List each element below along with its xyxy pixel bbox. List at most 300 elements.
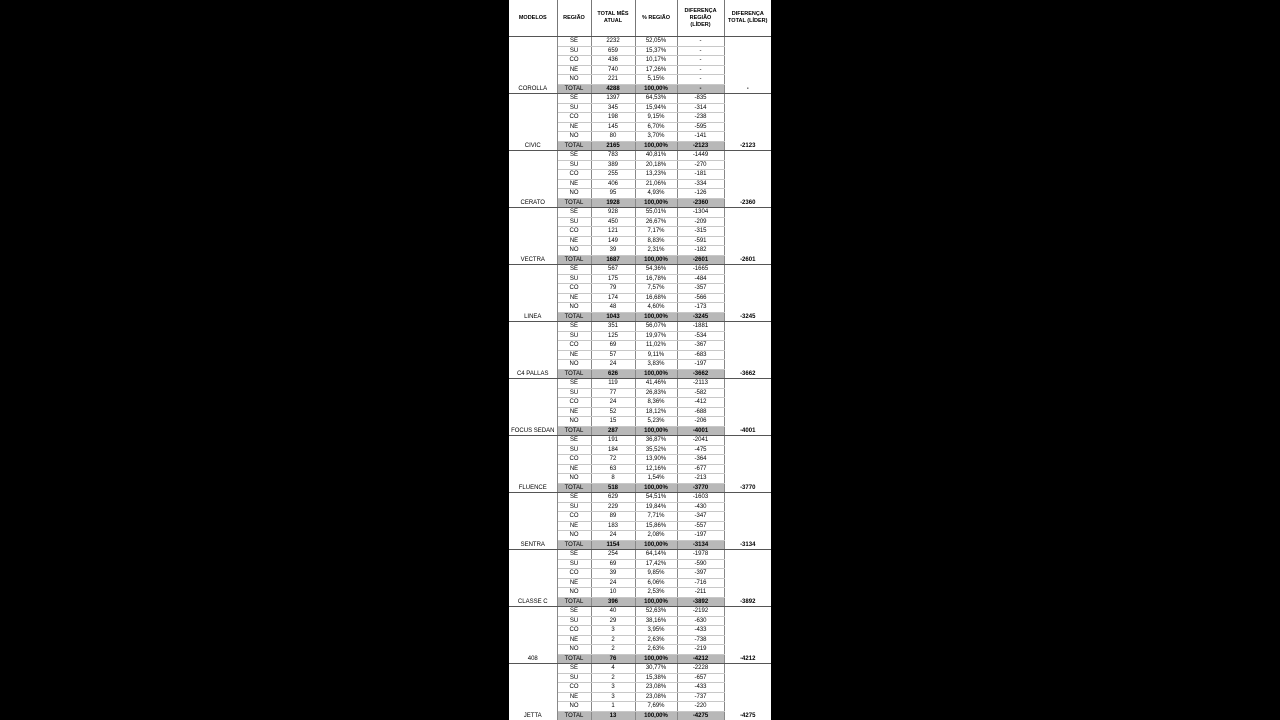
region-cell: CO <box>557 56 591 66</box>
region-cell: CO <box>557 398 591 408</box>
region-cell: NO <box>557 189 591 199</box>
total-month-cell: 3 <box>591 692 635 702</box>
region-cell: TOTAL <box>557 654 591 664</box>
total-month-cell: 3 <box>591 683 635 693</box>
region-cell: TOTAL <box>557 84 591 94</box>
diff-region-cell: -630 <box>677 616 724 626</box>
region-cell: NE <box>557 407 591 417</box>
diff-region-cell: -2228 <box>677 664 724 674</box>
total-month-cell: 39 <box>591 246 635 256</box>
percent-region-cell: 19,84% <box>635 502 677 512</box>
region-cell: SU <box>557 388 591 398</box>
total-month-cell: 783 <box>591 151 635 161</box>
table-body <box>509 37 771 720</box>
diff-region-cell: -412 <box>677 398 724 408</box>
percent-region-cell: 2,08% <box>635 531 677 541</box>
percent-region-cell: 36,87% <box>635 436 677 446</box>
model-name: JETTA <box>509 664 557 720</box>
diff-region-cell: -835 <box>677 94 724 104</box>
percent-region-cell: 38,16% <box>635 616 677 626</box>
diff-region-cell: - <box>677 37 724 47</box>
model-name: COROLLA <box>509 37 557 94</box>
total-month-cell: 24 <box>591 531 635 541</box>
total-month-cell: 4288 <box>591 84 635 94</box>
total-month-cell: 79 <box>591 284 635 294</box>
table-row <box>509 493 771 503</box>
diff-region-cell: -220 <box>677 702 724 712</box>
percent-region-cell: 64,14% <box>635 550 677 560</box>
percent-region-cell: 1,54% <box>635 474 677 484</box>
region-cell: NO <box>557 531 591 541</box>
region-cell: CO <box>557 341 591 351</box>
region-cell: NE <box>557 293 591 303</box>
region-cell: SE <box>557 607 591 617</box>
diff-total-cell: -4275 <box>724 664 771 720</box>
region-cell: NO <box>557 417 591 427</box>
percent-region-cell: 5,23% <box>635 417 677 427</box>
header-modelos: MODELOS <box>509 0 557 37</box>
model-name: FOCUS SEDAN <box>509 379 557 436</box>
region-cell: SE <box>557 208 591 218</box>
diff-total-cell: -2360 <box>724 151 771 208</box>
region-cell: SU <box>557 331 591 341</box>
diff-region-cell: -4212 <box>677 654 724 664</box>
total-month-cell: 29 <box>591 616 635 626</box>
region-cell: NO <box>557 75 591 85</box>
region-cell: SE <box>557 436 591 446</box>
percent-region-cell: 6,70% <box>635 122 677 132</box>
region-cell: NO <box>557 702 591 712</box>
percent-region-cell: 8,36% <box>635 398 677 408</box>
percent-region-cell: 56,07% <box>635 322 677 332</box>
diff-region-cell: -1978 <box>677 550 724 560</box>
total-month-cell: 89 <box>591 512 635 522</box>
sales-table <box>509 0 771 720</box>
total-month-cell: 3 <box>591 626 635 636</box>
region-cell: NO <box>557 588 591 598</box>
region-cell: NE <box>557 521 591 531</box>
percent-region-cell: 19,97% <box>635 331 677 341</box>
region-cell: TOTAL <box>557 426 591 436</box>
percent-region-cell: 5,15% <box>635 75 677 85</box>
percent-region-cell: 17,26% <box>635 65 677 75</box>
model-name: FLUENCE <box>509 436 557 493</box>
diff-region-cell: -2601 <box>677 255 724 265</box>
diff-region-cell: -197 <box>677 531 724 541</box>
diff-total-cell: -3662 <box>724 322 771 379</box>
region-cell: SE <box>557 151 591 161</box>
region-cell: TOTAL <box>557 369 591 379</box>
total-month-cell: 255 <box>591 170 635 180</box>
diff-region-cell: -219 <box>677 645 724 655</box>
percent-region-cell: 3,83% <box>635 360 677 370</box>
percent-region-cell: 17,42% <box>635 559 677 569</box>
percent-region-cell: 15,38% <box>635 673 677 683</box>
percent-region-cell: 23,08% <box>635 683 677 693</box>
diff-region-cell: -534 <box>677 331 724 341</box>
diff-region-cell: -2123 <box>677 141 724 151</box>
table-row <box>509 607 771 617</box>
diff-region-cell: -367 <box>677 341 724 351</box>
total-month-cell: 2232 <box>591 37 635 47</box>
percent-region-cell: 18,12% <box>635 407 677 417</box>
model-name: VECTRA <box>509 208 557 265</box>
diff-region-cell: -270 <box>677 160 724 170</box>
table-row <box>509 37 771 47</box>
region-cell: NO <box>557 246 591 256</box>
total-month-cell: 436 <box>591 56 635 66</box>
model-name: SENTRA <box>509 493 557 550</box>
percent-region-cell: 54,36% <box>635 265 677 275</box>
percent-region-cell: 16,68% <box>635 293 677 303</box>
percent-region-cell: 20,18% <box>635 160 677 170</box>
table-row <box>509 151 771 161</box>
diff-region-cell: -677 <box>677 464 724 474</box>
header-regiao: REGIÃO <box>557 0 591 37</box>
diff-region-cell: -4275 <box>677 711 724 720</box>
percent-region-cell: 7,17% <box>635 227 677 237</box>
table-row <box>509 550 771 560</box>
total-month-cell: 1154 <box>591 540 635 550</box>
region-cell: NE <box>557 464 591 474</box>
diff-region-cell: -3662 <box>677 369 724 379</box>
region-cell: NE <box>557 179 591 189</box>
percent-region-cell: 100,00% <box>635 312 677 322</box>
region-cell: NO <box>557 474 591 484</box>
model-name: CERATO <box>509 151 557 208</box>
total-month-cell: 77 <box>591 388 635 398</box>
percent-region-cell: 3,70% <box>635 132 677 142</box>
total-month-cell: 406 <box>591 179 635 189</box>
region-cell: NO <box>557 132 591 142</box>
total-month-cell: 518 <box>591 483 635 493</box>
total-month-cell: 2165 <box>591 141 635 151</box>
total-month-cell: 4 <box>591 664 635 674</box>
table-row <box>509 322 771 332</box>
percent-region-cell: 13,90% <box>635 455 677 465</box>
model-name: CIVIC <box>509 94 557 151</box>
percent-region-cell: 100,00% <box>635 426 677 436</box>
diff-region-cell: -181 <box>677 170 724 180</box>
region-cell: CO <box>557 512 591 522</box>
region-cell: CO <box>557 170 591 180</box>
region-cell: NE <box>557 65 591 75</box>
diff-region-cell: -126 <box>677 189 724 199</box>
percent-region-cell: 15,86% <box>635 521 677 531</box>
diff-region-cell: -1304 <box>677 208 724 218</box>
total-month-cell: 8 <box>591 474 635 484</box>
total-month-cell: 351 <box>591 322 635 332</box>
percent-region-cell: 100,00% <box>635 540 677 550</box>
total-month-cell: 928 <box>591 208 635 218</box>
percent-region-cell: 52,05% <box>635 37 677 47</box>
percent-region-cell: 2,31% <box>635 246 677 256</box>
region-cell: CO <box>557 455 591 465</box>
region-cell: TOTAL <box>557 597 591 607</box>
total-month-cell: 119 <box>591 379 635 389</box>
region-cell: SU <box>557 616 591 626</box>
model-name: LINEA <box>509 265 557 322</box>
diff-region-cell: -716 <box>677 578 724 588</box>
total-month-cell: 95 <box>591 189 635 199</box>
region-cell: TOTAL <box>557 198 591 208</box>
percent-region-cell: 12,16% <box>635 464 677 474</box>
total-month-cell: 149 <box>591 236 635 246</box>
region-cell: NE <box>557 578 591 588</box>
region-cell: SE <box>557 265 591 275</box>
diff-total-cell: -4001 <box>724 379 771 436</box>
total-month-cell: 24 <box>591 360 635 370</box>
percent-region-cell: 10,17% <box>635 56 677 66</box>
diff-region-cell: -4001 <box>677 426 724 436</box>
total-month-cell: 184 <box>591 445 635 455</box>
percent-region-cell: 9,15% <box>635 113 677 123</box>
percent-region-cell: 100,00% <box>635 141 677 151</box>
total-month-cell: 287 <box>591 426 635 436</box>
header-diferenca-total: DIFERENÇA TOTAL (LÍDER) <box>724 0 771 37</box>
total-month-cell: 450 <box>591 217 635 227</box>
diff-region-cell: -1881 <box>677 322 724 332</box>
diff-region-cell: -475 <box>677 445 724 455</box>
region-cell: SE <box>557 550 591 560</box>
spreadsheet-page <box>509 0 771 720</box>
diff-region-cell: -209 <box>677 217 724 227</box>
region-cell: CO <box>557 284 591 294</box>
total-month-cell: 1 <box>591 702 635 712</box>
region-cell: TOTAL <box>557 483 591 493</box>
percent-region-cell: 100,00% <box>635 369 677 379</box>
total-month-cell: 24 <box>591 398 635 408</box>
diff-region-cell: - <box>677 75 724 85</box>
total-month-cell: 39 <box>591 569 635 579</box>
percent-region-cell: 2,63% <box>635 645 677 655</box>
percent-region-cell: 30,77% <box>635 664 677 674</box>
total-month-cell: 10 <box>591 588 635 598</box>
total-month-cell: 1397 <box>591 94 635 104</box>
percent-region-cell: 2,53% <box>635 588 677 598</box>
diff-region-cell: -737 <box>677 692 724 702</box>
diff-region-cell: -3770 <box>677 483 724 493</box>
diff-region-cell: -173 <box>677 303 724 313</box>
percent-region-cell: 52,63% <box>635 607 677 617</box>
region-cell: TOTAL <box>557 255 591 265</box>
region-cell: SU <box>557 217 591 227</box>
total-month-cell: 57 <box>591 350 635 360</box>
diff-region-cell: -688 <box>677 407 724 417</box>
total-month-cell: 175 <box>591 274 635 284</box>
total-month-cell: 740 <box>591 65 635 75</box>
region-cell: TOTAL <box>557 711 591 720</box>
total-month-cell: 48 <box>591 303 635 313</box>
percent-region-cell: 100,00% <box>635 198 677 208</box>
region-cell: SU <box>557 502 591 512</box>
region-cell: SE <box>557 493 591 503</box>
total-month-cell: 72 <box>591 455 635 465</box>
diff-region-cell: -182 <box>677 246 724 256</box>
diff-total-cell: -2601 <box>724 208 771 265</box>
diff-region-cell: -2113 <box>677 379 724 389</box>
table-row <box>509 436 771 446</box>
region-cell: CO <box>557 569 591 579</box>
percent-region-cell: 15,37% <box>635 46 677 56</box>
region-cell: SE <box>557 94 591 104</box>
percent-region-cell: 40,81% <box>635 151 677 161</box>
diff-total-cell: -2123 <box>724 94 771 151</box>
region-cell: CO <box>557 113 591 123</box>
region-cell: TOTAL <box>557 141 591 151</box>
diff-total-cell: - <box>724 37 771 94</box>
total-month-cell: 221 <box>591 75 635 85</box>
total-month-cell: 2 <box>591 645 635 655</box>
percent-region-cell: 26,67% <box>635 217 677 227</box>
diff-region-cell: -566 <box>677 293 724 303</box>
diff-region-cell: -238 <box>677 113 724 123</box>
total-month-cell: 198 <box>591 113 635 123</box>
diff-region-cell: -3134 <box>677 540 724 550</box>
percent-region-cell: 9,11% <box>635 350 677 360</box>
region-cell: TOTAL <box>557 540 591 550</box>
percent-region-cell: 100,00% <box>635 711 677 720</box>
total-month-cell: 389 <box>591 160 635 170</box>
diff-region-cell: -433 <box>677 683 724 693</box>
region-cell: CO <box>557 227 591 237</box>
region-cell: SU <box>557 274 591 284</box>
diff-region-cell: - <box>677 65 724 75</box>
total-month-cell: 626 <box>591 369 635 379</box>
diff-region-cell: -591 <box>677 236 724 246</box>
diff-region-cell: - <box>677 84 724 94</box>
diff-region-cell: -582 <box>677 388 724 398</box>
diff-region-cell: -1449 <box>677 151 724 161</box>
total-month-cell: 125 <box>591 331 635 341</box>
percent-region-cell: 35,52% <box>635 445 677 455</box>
diff-total-cell: -3892 <box>724 550 771 607</box>
percent-region-cell: 7,71% <box>635 512 677 522</box>
total-month-cell: 145 <box>591 122 635 132</box>
region-cell: SE <box>557 322 591 332</box>
region-cell: SE <box>557 664 591 674</box>
table-row <box>509 265 771 275</box>
region-cell: SE <box>557 37 591 47</box>
total-month-cell: 13 <box>591 711 635 720</box>
percent-region-cell: 100,00% <box>635 255 677 265</box>
diff-region-cell: -334 <box>677 179 724 189</box>
total-month-cell: 183 <box>591 521 635 531</box>
region-cell: SU <box>557 445 591 455</box>
region-cell: SU <box>557 673 591 683</box>
total-month-cell: 659 <box>591 46 635 56</box>
diff-region-cell: -2360 <box>677 198 724 208</box>
total-month-cell: 174 <box>591 293 635 303</box>
model-name: C4 PALLAS <box>509 322 557 379</box>
region-cell: NE <box>557 122 591 132</box>
region-cell: CO <box>557 626 591 636</box>
diff-region-cell: -657 <box>677 673 724 683</box>
diff-region-cell: -1603 <box>677 493 724 503</box>
header-row <box>509 0 771 37</box>
total-month-cell: 345 <box>591 103 635 113</box>
percent-region-cell: 23,08% <box>635 692 677 702</box>
diff-region-cell: -197 <box>677 360 724 370</box>
total-month-cell: 229 <box>591 502 635 512</box>
diff-region-cell: -557 <box>677 521 724 531</box>
total-month-cell: 52 <box>591 407 635 417</box>
diff-region-cell: -590 <box>677 559 724 569</box>
region-cell: NE <box>557 692 591 702</box>
total-month-cell: 121 <box>591 227 635 237</box>
region-cell: SU <box>557 103 591 113</box>
table-row <box>509 664 771 674</box>
diff-region-cell: -397 <box>677 569 724 579</box>
percent-region-cell: 4,60% <box>635 303 677 313</box>
diff-region-cell: -364 <box>677 455 724 465</box>
percent-region-cell: 100,00% <box>635 654 677 664</box>
diff-region-cell: - <box>677 56 724 66</box>
percent-region-cell: 4,93% <box>635 189 677 199</box>
region-cell: NE <box>557 635 591 645</box>
diff-region-cell: -595 <box>677 122 724 132</box>
diff-region-cell: -211 <box>677 588 724 598</box>
total-month-cell: 629 <box>591 493 635 503</box>
percent-region-cell: 21,06% <box>635 179 677 189</box>
total-month-cell: 1043 <box>591 312 635 322</box>
total-month-cell: 69 <box>591 341 635 351</box>
percent-region-cell: 8,83% <box>635 236 677 246</box>
total-month-cell: 1687 <box>591 255 635 265</box>
region-cell: SU <box>557 160 591 170</box>
diff-region-cell: -738 <box>677 635 724 645</box>
diff-region-cell: -683 <box>677 350 724 360</box>
percent-region-cell: 7,57% <box>635 284 677 294</box>
header-total-mes-atual: TOTAL MÊS ATUAL <box>591 0 635 37</box>
diff-total-cell: -4212 <box>724 607 771 664</box>
diff-region-cell: -314 <box>677 103 724 113</box>
region-cell: SU <box>557 46 591 56</box>
total-month-cell: 2 <box>591 635 635 645</box>
table-row <box>509 208 771 218</box>
percent-region-cell: 100,00% <box>635 483 677 493</box>
header-diferenca-regiao: DIFERENÇA REGIÃO (LÍDER) <box>677 0 724 37</box>
region-cell: NE <box>557 350 591 360</box>
percent-region-cell: 100,00% <box>635 597 677 607</box>
region-cell: TOTAL <box>557 312 591 322</box>
table-row <box>509 379 771 389</box>
percent-region-cell: 55,01% <box>635 208 677 218</box>
diff-region-cell: -347 <box>677 512 724 522</box>
percent-region-cell: 7,69% <box>635 702 677 712</box>
total-month-cell: 76 <box>591 654 635 664</box>
table-row <box>509 94 771 104</box>
header-percent-regiao: % REGIÃO <box>635 0 677 37</box>
diff-region-cell: -213 <box>677 474 724 484</box>
diff-region-cell: - <box>677 46 724 56</box>
diff-region-cell: -315 <box>677 227 724 237</box>
diff-region-cell: -2192 <box>677 607 724 617</box>
region-cell: NE <box>557 236 591 246</box>
total-month-cell: 40 <box>591 607 635 617</box>
percent-region-cell: 13,23% <box>635 170 677 180</box>
diff-region-cell: -484 <box>677 274 724 284</box>
percent-region-cell: 9,85% <box>635 569 677 579</box>
total-month-cell: 80 <box>591 132 635 142</box>
diff-region-cell: -430 <box>677 502 724 512</box>
total-month-cell: 15 <box>591 417 635 427</box>
diff-region-cell: -3245 <box>677 312 724 322</box>
percent-region-cell: 100,00% <box>635 84 677 94</box>
diff-region-cell: -3892 <box>677 597 724 607</box>
model-name: CLASSE C <box>509 550 557 607</box>
region-cell: NO <box>557 645 591 655</box>
